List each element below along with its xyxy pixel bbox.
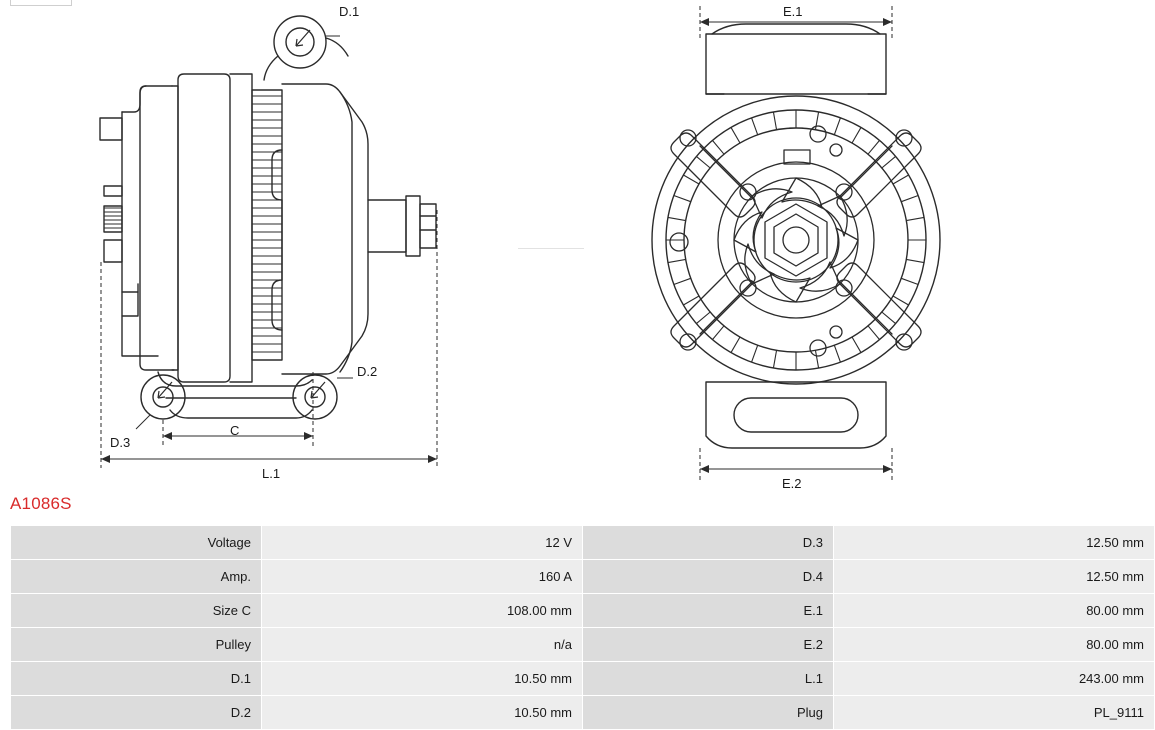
part-number: A1086S (10, 494, 72, 513)
label-d1: D.1 (339, 4, 360, 19)
spec-label: Amp. (11, 560, 262, 594)
table-row (11, 560, 1155, 594)
spec-label: D.1 (11, 662, 262, 696)
spec-value: 12.50 mm (834, 526, 1155, 560)
spec-label: Size C (11, 594, 262, 628)
spec-value: 243.00 mm (834, 662, 1155, 696)
spec-value: 80.00 mm (834, 594, 1155, 628)
spec-value: 12 V (262, 526, 583, 560)
spec-value: n/a (262, 628, 583, 662)
label-d3: D.3 (110, 435, 131, 450)
table-row (11, 662, 1155, 696)
spec-label: E.1 (583, 594, 834, 628)
table-row (11, 594, 1155, 628)
label-c: C (230, 423, 240, 438)
spec-value: 80.00 mm (834, 628, 1155, 662)
spec-label: Pulley (11, 628, 262, 662)
spec-label: D.2 (11, 696, 262, 730)
spec-label: E.2 (583, 628, 834, 662)
divider-line (518, 248, 584, 249)
spec-label: L.1 (583, 662, 834, 696)
spec-value: 10.50 mm (262, 696, 583, 730)
label-e2: E.2 (782, 476, 802, 491)
table-row (11, 526, 1155, 560)
spec-label: Plug (583, 696, 834, 730)
specification-table (10, 525, 1155, 730)
spec-value: 160 A (262, 560, 583, 594)
spec-value: 10.50 mm (262, 662, 583, 696)
spec-label: D.4 (583, 560, 834, 594)
spec-value: PL_9111 (834, 696, 1155, 730)
spec-value: 108.00 mm (262, 594, 583, 628)
spec-label: D.3 (583, 526, 834, 560)
spec-value: 12.50 mm (834, 560, 1155, 594)
table-row (11, 696, 1155, 730)
spec-label: Voltage (11, 526, 262, 560)
label-d2: D.2 (357, 364, 378, 379)
table-row (11, 628, 1155, 662)
label-e1: E.1 (783, 4, 803, 19)
label-l1: L.1 (262, 466, 281, 481)
